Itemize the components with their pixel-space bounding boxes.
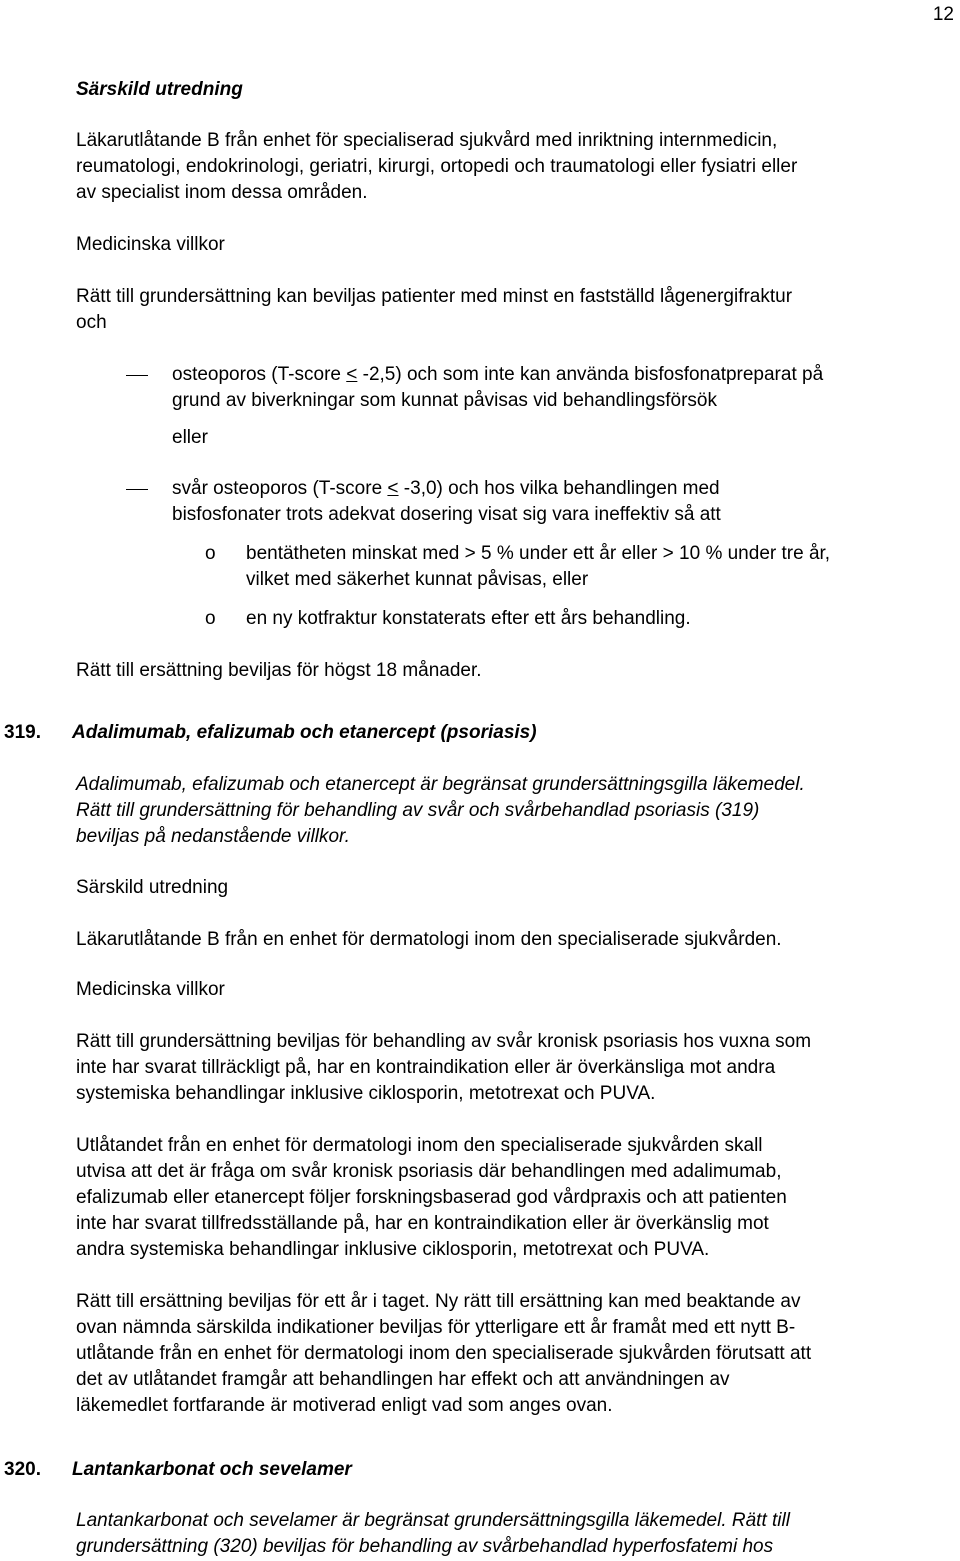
paragraph-line: Läkarutlåtande B från enhet för specialiserad sjukvård med inriktning internmedicin, <box>76 130 778 151</box>
sub-bullet-line: bentätheten minskat med > 5 % under ett år eller > 10 % under tre år, <box>246 543 831 564</box>
section-number: 320. <box>4 1459 41 1480</box>
paragraph-line: läkemedlet fortfarande är motiverad enligt vad som anges ovan. <box>76 1395 613 1416</box>
sub-bullet-line: en ny kotfraktur konstaterats efter ett års behandling. <box>246 608 691 629</box>
paragraph-line: andra systemiska behandlingar inklusive ciklosporin, metotrexat och PUVA. <box>76 1239 710 1260</box>
circle-bullet-icon: o <box>205 543 216 564</box>
connector-word: eller <box>172 427 208 448</box>
paragraph-line: inte har svarat tillräckligt på, har en kontraindikation eller är överkänsliga mot andra <box>76 1057 776 1078</box>
paragraph-line: Rätt till grundersättning beviljas för behandling av svår kronisk psoriasis hos vuxna som <box>76 1031 812 1052</box>
bullet-item-line: grund av biverkningar som kunnat påvisas vid behandlingsförsök <box>172 390 717 411</box>
less-equal-symbol: < <box>346 364 358 385</box>
paragraph-line: det av utlåtandet framgår att behandlingen har effekt och att användningen av <box>76 1369 730 1390</box>
sub-bullet-line: vilket med säkerhet kunnat påvisas, eller <box>246 569 589 590</box>
paragraph-line: utvisa att det är fråga om svår kronisk psoriasis där behandlingen med adalimumab, <box>76 1161 782 1182</box>
less-equal-symbol: < <box>387 478 399 499</box>
paragraph-line: av specialist inom dessa områden. <box>76 182 368 203</box>
dash-bullet-icon <box>126 489 148 490</box>
paragraph-line: Lantankarbonat och sevelamer är begränsat grundersättningsgilla läkemedel. Rätt till <box>76 1510 790 1531</box>
dash-bullet-icon <box>126 375 148 376</box>
bullet-text: osteoporos (T-score <box>172 364 347 385</box>
paragraph-line: grundersättning (320) beviljas för behandling av svårbehandlad hyperfosfatemi hos <box>76 1536 774 1557</box>
paragraph-line: beviljas på nedanstående villkor. <box>76 826 350 847</box>
bullet-item-line <box>172 476 960 502</box>
bullet-text: svår osteoporos (T-score <box>172 478 388 499</box>
section-title: Adalimumab, efalizumab och etanercept (psoriasis) <box>72 722 537 743</box>
paragraph-line: inte har svarat tillfredsställande på, har en kontraindikation eller är överkänslig mot <box>76 1213 769 1234</box>
paragraph-line: Läkarutlåtande B från en enhet för dermatologi inom den specialiserade sjukvården. <box>76 929 782 950</box>
paragraph-line: Rätt till grundersättning för behandling av svår och svårbehandlad psoriasis (319) <box>76 800 760 821</box>
section-title: Lantankarbonat och sevelamer <box>72 1459 352 1480</box>
bullet-item-line <box>172 362 960 388</box>
paragraph-line: systemiska behandlingar inklusive ciklosporin, metotrexat och PUVA. <box>76 1083 656 1104</box>
section-number: 319. <box>4 722 41 743</box>
paragraph-line: Rätt till grundersättning kan beviljas patienter med minst en fastställd lågenergifraktur <box>76 286 793 307</box>
paragraph-line: Adalimumab, efalizumab och etanercept är begränsat grundersättningsgilla läkemedel. <box>76 774 805 795</box>
bullet-item-line: bisfosfonater trots adekvat dosering visat sig vara ineffektiv så att <box>172 504 721 525</box>
section-heading-medicinska-villkor: Medicinska villkor <box>76 234 225 255</box>
page-number: 12 <box>932 4 954 25</box>
section-heading-medicinska-villkor: Medicinska villkor <box>76 979 225 1000</box>
paragraph-line: Utlåtandet från en enhet för dermatologi inom den specialiserade sjukvården skall <box>76 1135 763 1156</box>
circle-bullet-icon: o <box>205 608 216 629</box>
paragraph-line: och <box>76 312 107 333</box>
paragraph-line: Rätt till ersättning beviljas för högst 18 månader. <box>76 660 482 681</box>
paragraph-line: efalizumab eller etanercept följer forskningsbaserad god vårdpraxis och att patienten <box>76 1187 787 1208</box>
paragraph-line: Rätt till ersättning beviljas för ett år i taget. Ny rätt till ersättning kan med beaktande av <box>76 1291 801 1312</box>
paragraph-line: reumatologi, endokrinologi, geriatri, kirurgi, ortopedi och traumatologi eller fysiatri eller <box>76 156 798 177</box>
bullet-text: -2,5) och som inte kan använda bisfosfonatpreparat på <box>357 364 824 385</box>
section-heading-sarskild-utredning: Särskild utredning <box>76 79 243 100</box>
paragraph-line: ovan nämnda särskilda indikationer beviljas för ytterligare ett år framåt med ett nytt B- <box>76 1317 796 1338</box>
paragraph-line: utlåtande från en enhet för dermatologi inom den specialiserade sjukvården förutsatt att <box>76 1343 812 1364</box>
bullet-text: -3,0) och hos vilka behandlingen med <box>398 478 720 499</box>
section-heading-sarskild-utredning: Särskild utredning <box>76 877 229 898</box>
